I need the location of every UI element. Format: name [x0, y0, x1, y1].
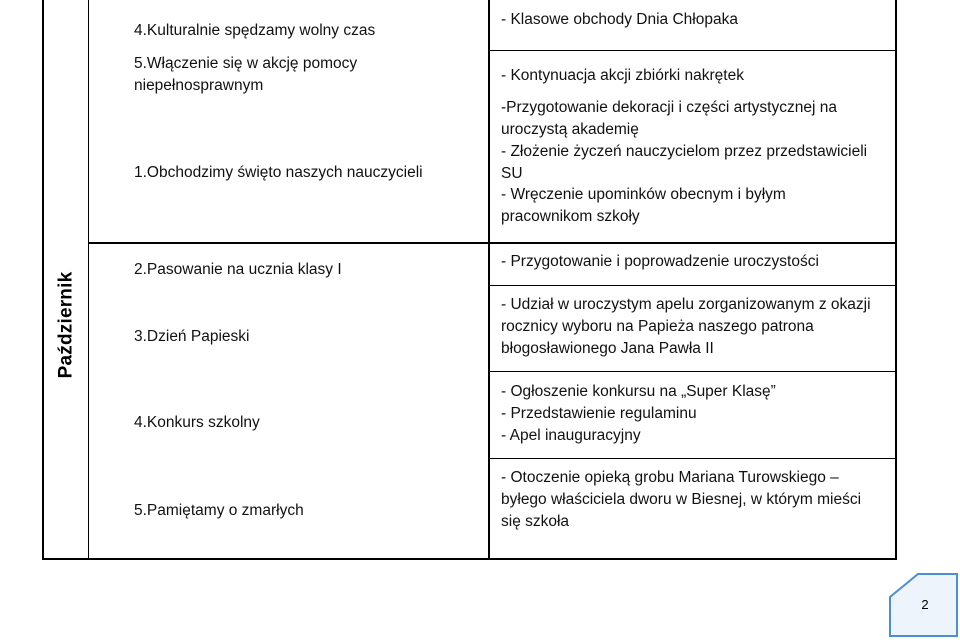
table-row-divider	[488, 285, 897, 286]
activity-line: - Ogłoszenie konkursu na „Super Klasę”	[501, 383, 776, 400]
activity-line: - Apel inauguracyjny	[501, 427, 641, 444]
activity-line: błogosławionego Jana Pawła II	[501, 340, 714, 357]
event-title: 5.Włączenie się w akcję pomocy	[134, 55, 358, 72]
activity-line: -Przygotowanie dekoracji i części artystycznej na	[501, 99, 837, 116]
activity-line: - Przedstawienie regulaminu	[501, 405, 697, 422]
activity-line: - Przygotowanie i poprowadzenie uroczystości	[501, 253, 819, 270]
activity-line: pracownikom szkoły	[501, 208, 640, 225]
table-column-divider-1	[88, 0, 89, 560]
activity-line: - Udział w uroczystym apelu zorganizowanym z okazji	[501, 296, 871, 313]
event-title-continued: niepełnosprawnym	[134, 77, 264, 94]
table-border-bottom	[42, 558, 897, 560]
table-column-divider-2	[488, 0, 490, 560]
event-title: 5.Pamiętamy o zmarłych	[134, 502, 304, 519]
table-border-right	[895, 0, 897, 560]
event-title: 4.Kulturalnie spędzamy wolny czas	[134, 22, 376, 39]
table-row-divider	[488, 371, 897, 372]
table-row-divider	[88, 242, 897, 244]
activity-line: - Klasowe obchody Dnia Chłopaka	[501, 11, 738, 28]
page-number: 2	[921, 597, 929, 612]
page-number-badge	[888, 572, 958, 638]
activity-line: rocznicy wyboru na Papieża naszego patrona	[501, 318, 814, 335]
table-row-divider	[488, 50, 897, 51]
event-title: 2.Pasowanie na ucznia klasy I	[134, 261, 342, 278]
activity-line: - Wręczenie upominków obecnym i byłym	[501, 186, 786, 203]
event-title: 3.Dzień Papieski	[134, 328, 250, 345]
month-cell	[44, 270, 88, 380]
activity-line: uroczystą akademię	[501, 121, 639, 138]
activity-line: byłego właściciela dworu w Biesnej, w którym mieści	[501, 491, 862, 508]
activity-line: - Otoczenie opieką grobu Mariana Turowskiego –	[501, 469, 839, 486]
activity-line: - Kontynuacja akcji zbiórki nakrętek	[501, 67, 744, 84]
event-title: 1.Obchodzimy święto naszych nauczycieli	[134, 164, 423, 181]
month-label: Październik	[55, 271, 76, 379]
activity-line: się szkoła	[501, 513, 570, 530]
activity-line: - Złożenie życzeń nauczycielom przez przedstawicieli	[501, 143, 868, 160]
table-row-divider	[488, 458, 897, 459]
event-title: 4.Konkurs szkolny	[134, 414, 260, 431]
activity-line: SU	[501, 165, 523, 182]
